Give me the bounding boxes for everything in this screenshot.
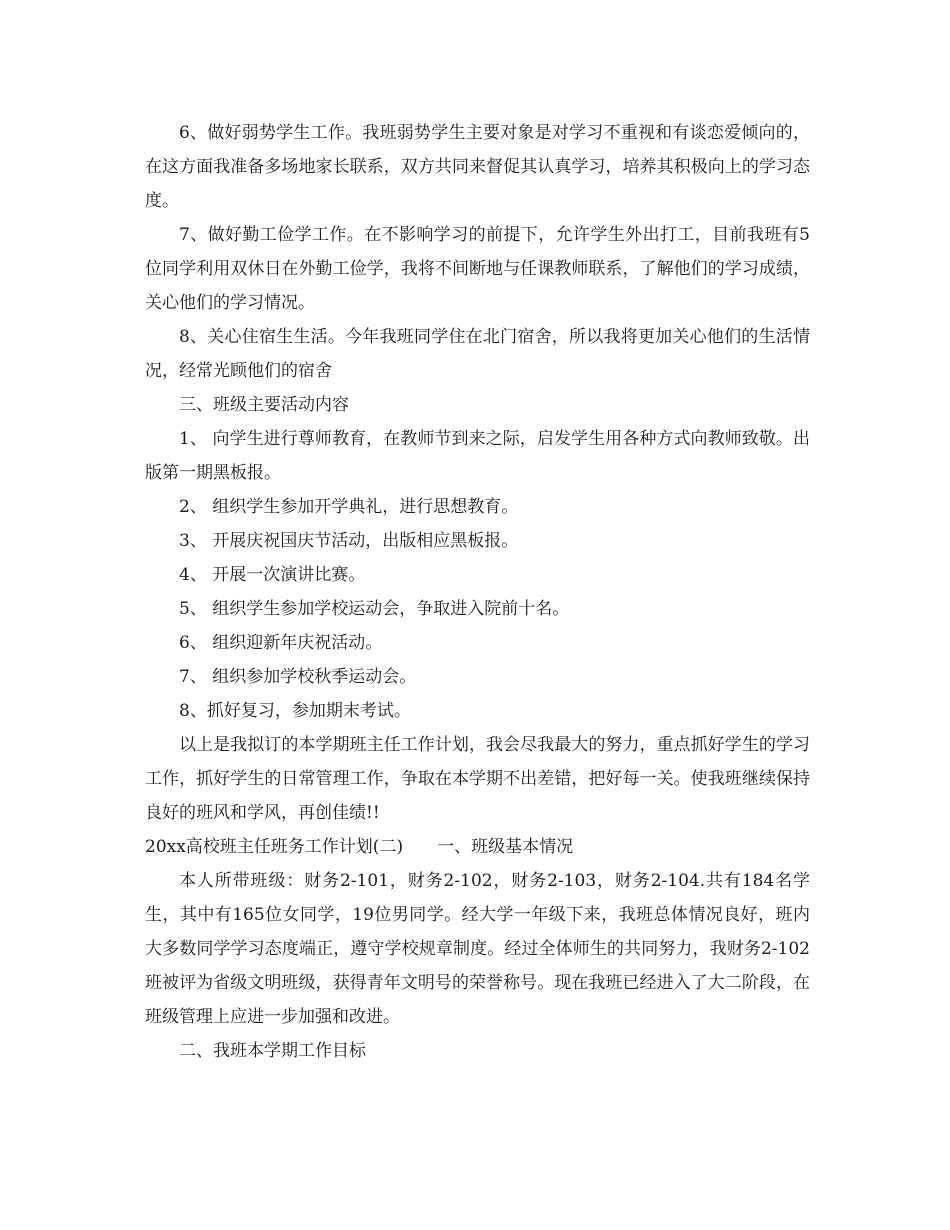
paragraph-class-overview: 本人所带班级：财务2-101，财务2-102，财务2-103，财务2-104.共有184名学生，其中有165位女同学，19位男同学。经大学一年级下来，我班总体情况良好，班内大多数同学学习态度端正，遵守学校规章制度。经过全体师生的共同努力，我财务2-102班被评为省级文明班级，获得青年文明号的荣誉称号。现在我班已经进入了大二阶段，在班级管理上应进一步加强和改进。 xyxy=(145,871,810,1027)
list-item: 7、 组织参加学校秋季运动会。 xyxy=(179,667,417,687)
section-heading-activities: 三、班级主要活动内容 xyxy=(179,395,349,415)
document-body xyxy=(145,116,810,1068)
list-item: 8、抓好复习，参加期末考试。 xyxy=(179,701,411,721)
paragraph-dorm-students: 8、关心住宿生生活。今年我班同学住在北门宿舍，所以我将更加关心他们的生活情况，经常光顾他们的宿舍 xyxy=(145,327,810,381)
list-item: 1、 向学生进行尊师教育，在教师节到来之际，启发学生用各种方式向教师致敬。出版第一期黑板报。 xyxy=(145,429,810,483)
paragraph-conclusion: 以上是我拟订的本学期班主任工作计划，我会尽我最大的努力，重点抓好学生的学习工作，抓好学生的日常管理工作，争取在本学期不出差错，把好每一关。使我班继续保持良好的班风和学风，再创佳绩!! xyxy=(145,735,810,823)
document-title-part-two: 20xx高校班主任班务工作计划(二) 一、班级基本情况 xyxy=(145,837,574,857)
paragraph-work-study: 7、做好勤工俭学工作。在不影响学习的前提下，允许学生外出打工，目前我班有5位同学利用双休日在外勤工俭学，我将不间断地与任课教师联系，了解他们的学习成绩，关心他们的学习情况。 xyxy=(145,225,810,313)
list-item: 4、 开展一次演讲比赛。 xyxy=(179,565,366,585)
list-item: 5、 组织学生参加学校运动会，争取进入院前十名。 xyxy=(179,599,570,619)
list-item: 3、 开展庆祝国庆节活动，出版相应黑板报。 xyxy=(179,531,519,551)
paragraph-weak-students: 6、做好弱势学生工作。我班弱势学生主要对象是对学习不重视和有谈恋爱倾向的，在这方面我准备多场地家长联系，双方共同来督促其认真学习，培养其积极向上的学习态度。 xyxy=(145,123,810,211)
list-item: 6、 组织迎新年庆祝活动。 xyxy=(179,633,383,653)
list-item: 2、 组织学生参加开学典礼，进行思想教育。 xyxy=(179,497,519,517)
section-heading-goals: 二、我班本学期工作目标 xyxy=(179,1041,366,1061)
